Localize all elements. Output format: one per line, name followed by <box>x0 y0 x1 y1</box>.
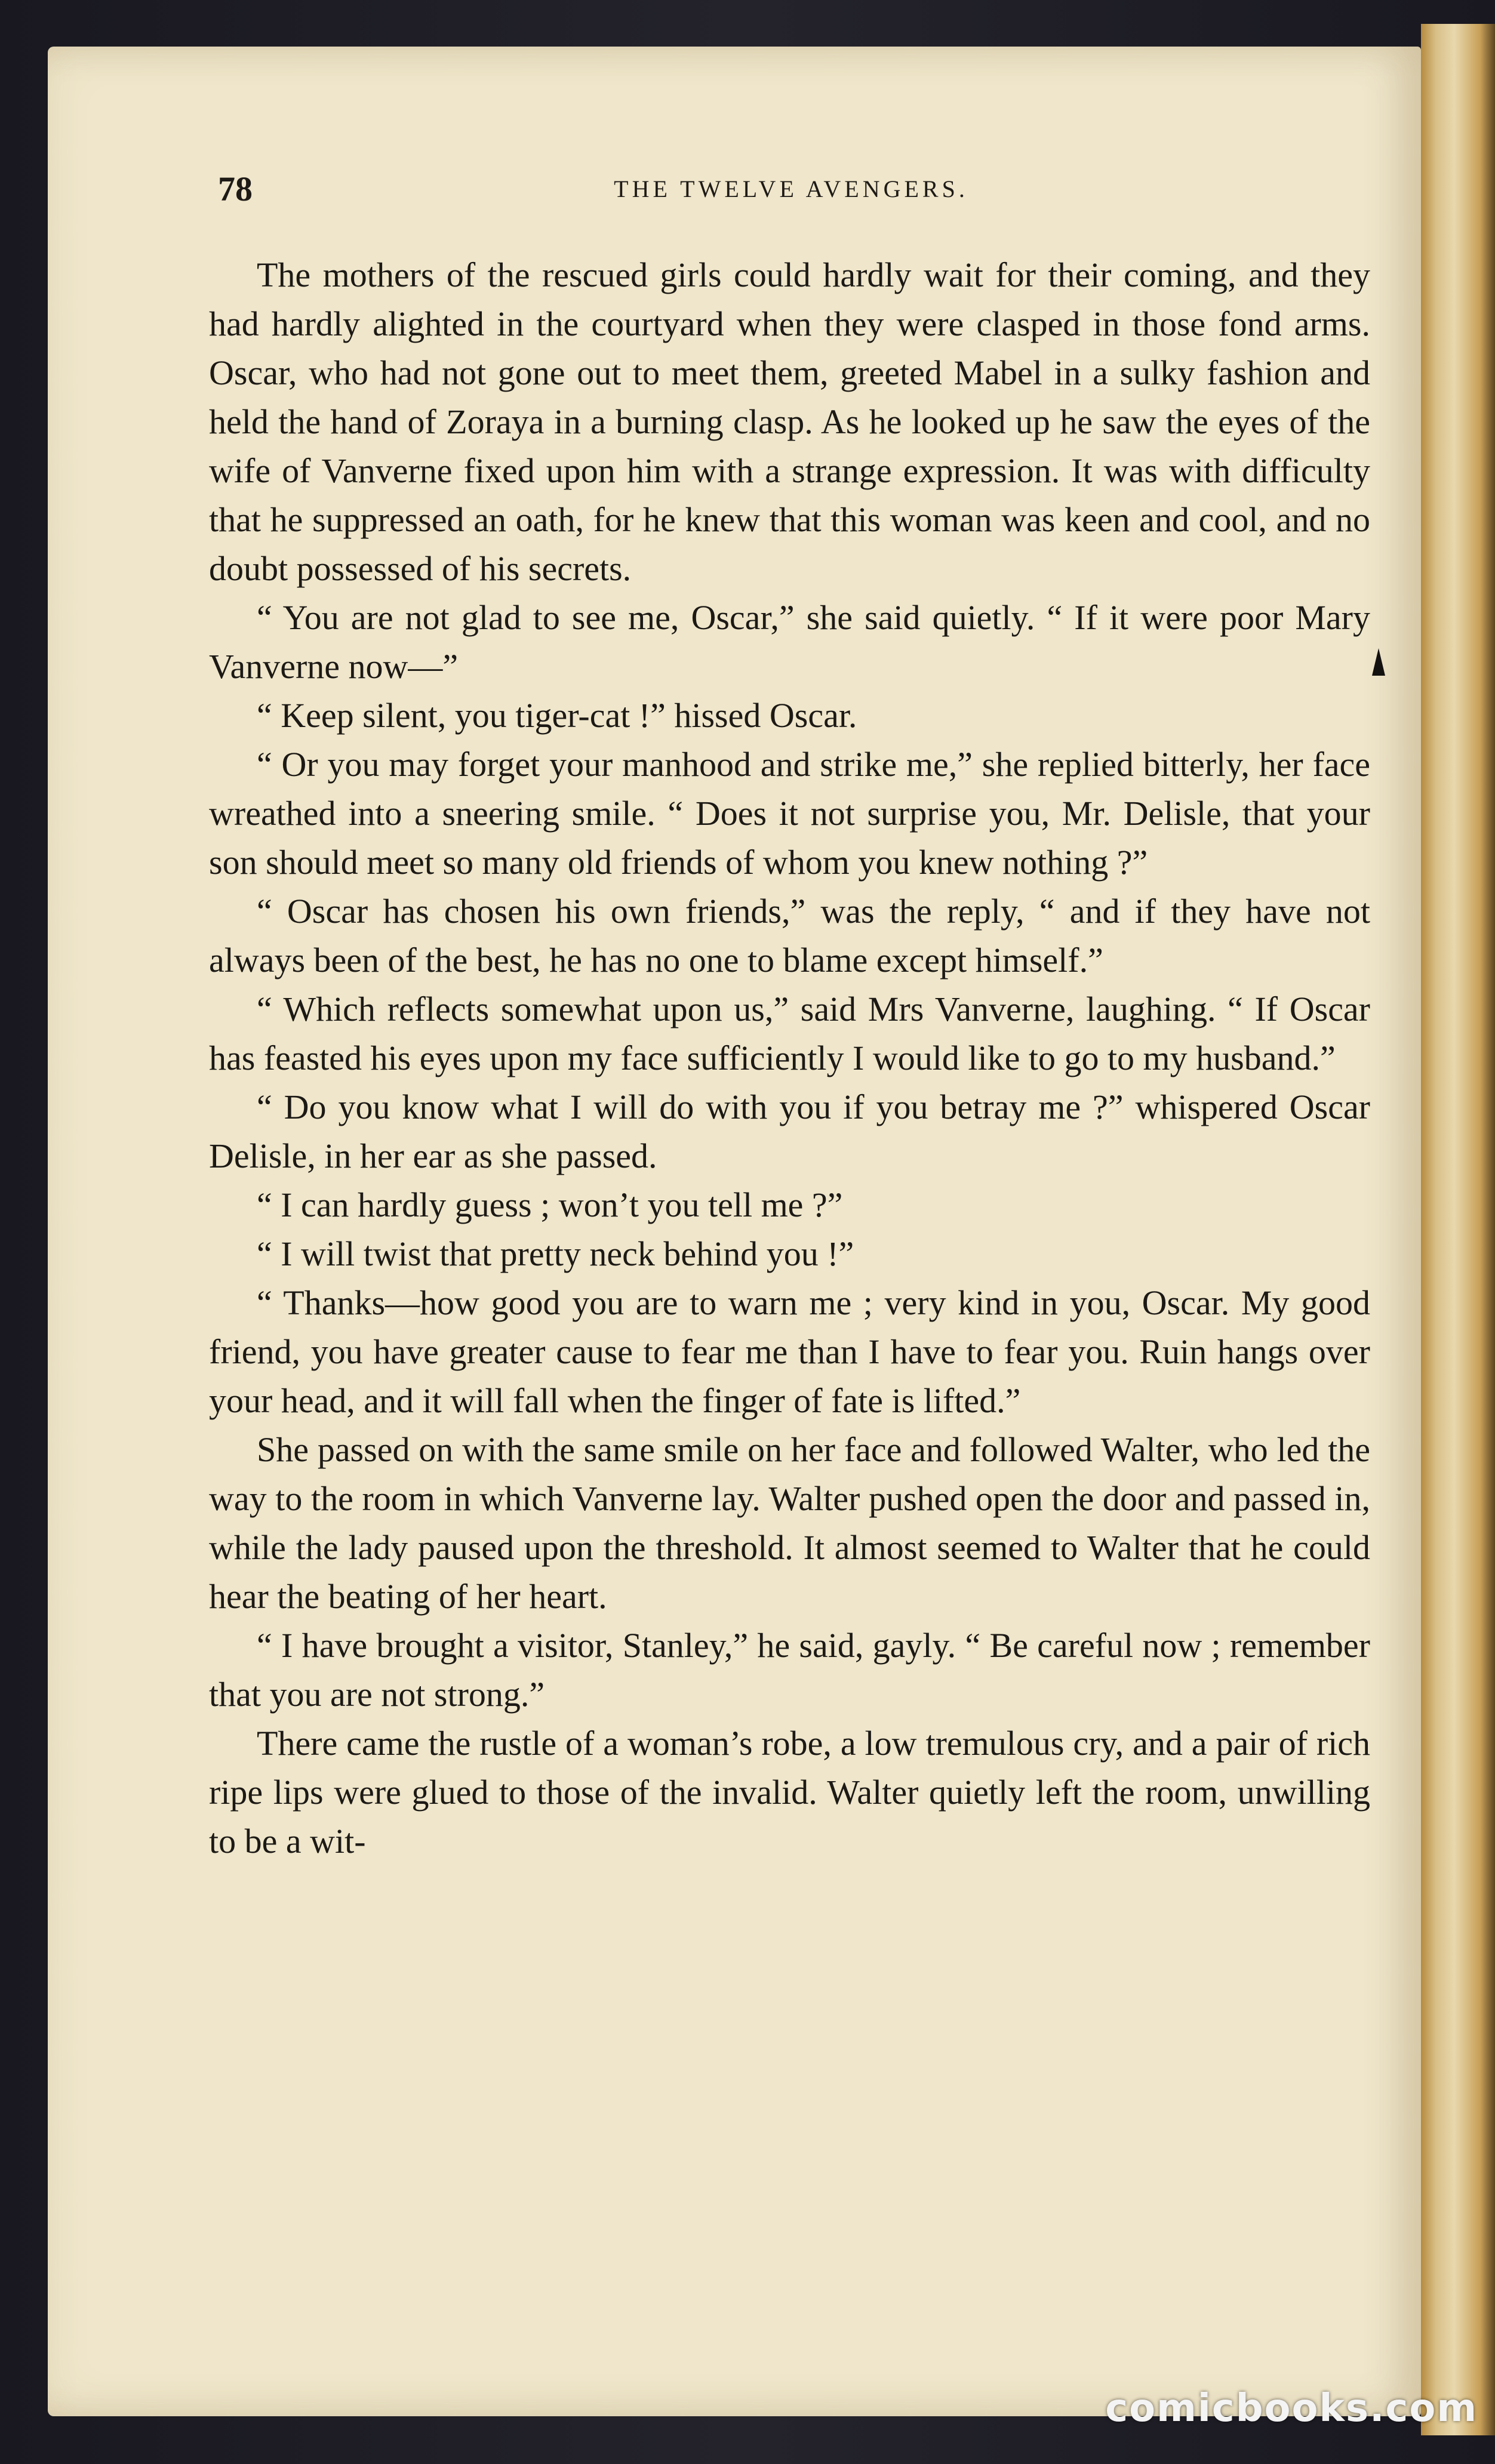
paragraph: She passed on with the same smile on her face and followed Walter, who led the way to the room in which Vanverne lay. Walter pushed open the door and passed in, while the lady paused upon the threshold. It almost seemed to Walter that he could hear the beating of her heart. <box>209 1430 1370 1616</box>
margin-mark-icon <box>1372 648 1385 676</box>
page-number: 78 <box>218 170 253 208</box>
paragraph: “ Or you may forget your manhood and strike me,” she replied bitterly, her face wreathed into a sneering smile. “ Does it not surprise you, Mr. Delisle, that your son should meet so many old friends of whom you knew nothing ?” <box>209 745 1370 882</box>
paragraph: “ I will twist that pretty neck behind you !” <box>257 1234 854 1273</box>
body-text <box>209 251 1370 1866</box>
paragraph: “ Do you know what I will do with you if you betray me ?” whispered Oscar Delisle, in her ear as she passed. <box>209 1088 1370 1175</box>
paragraph: “ I have brought a visitor, Stanley,” he said, gayly. “ Be careful now ; remember that you are not strong.” <box>209 1626 1370 1714</box>
running-title: THE TWELVE AVENGERS. <box>614 175 968 202</box>
paragraph: “ You are not glad to see me, Oscar,” she said quietly. “ If it were poor Mary Vanverne now—” <box>209 598 1370 686</box>
paragraph: “ Thanks—how good you are to warn me ; very kind in you, Oscar. My good friend, you have greater cause to fear me than I have to fear you. Ruin hangs over your head, and it will fall when the finger of fate is lifted.” <box>209 1283 1370 1420</box>
watermark: comicbooks.com <box>1105 2386 1478 2431</box>
running-head <box>218 168 1364 210</box>
page-edge <box>1421 24 1495 2435</box>
paragraph: There came the rustle of a woman’s robe, a low tremulous cry, and a pair of rich ripe lips were glued to those of the invalid. Walter quietly left the room, unwilling to be a wit- <box>209 1724 1370 1861</box>
paragraph: “ I can hardly guess ; won’t you tell me ?” <box>257 1185 843 1224</box>
paragraph: “ Which reflects somewhat upon us,” said Mrs Vanverne, laughing. “ If Oscar has feasted his eyes upon my face sufficiently I would like to go to my husband.” <box>209 990 1370 1077</box>
paragraph: “ Keep silent, you tiger-cat !” hissed Oscar. <box>257 696 857 735</box>
paragraph: The mothers of the rescued girls could hardly wait for their coming, and they had hardly alighted in the courtyard when they were clasped in those fond arms. Oscar, who had not gone out to meet them, greeted Mabel in a sulky fashion and held the hand of Zoraya in a burning clasp. As he looked up he saw the eyes of the wife of Vanverne fixed upon him with a strange expression. It was with difficulty that he suppressed an oath, for he knew that this woman was keen and cool, and no doubt possessed of his secrets. <box>209 255 1370 588</box>
paragraph: “ Oscar has chosen his own friends,” was the reply, “ and if they have not always been of the best, he has no one to blame except himself.” <box>209 892 1370 980</box>
